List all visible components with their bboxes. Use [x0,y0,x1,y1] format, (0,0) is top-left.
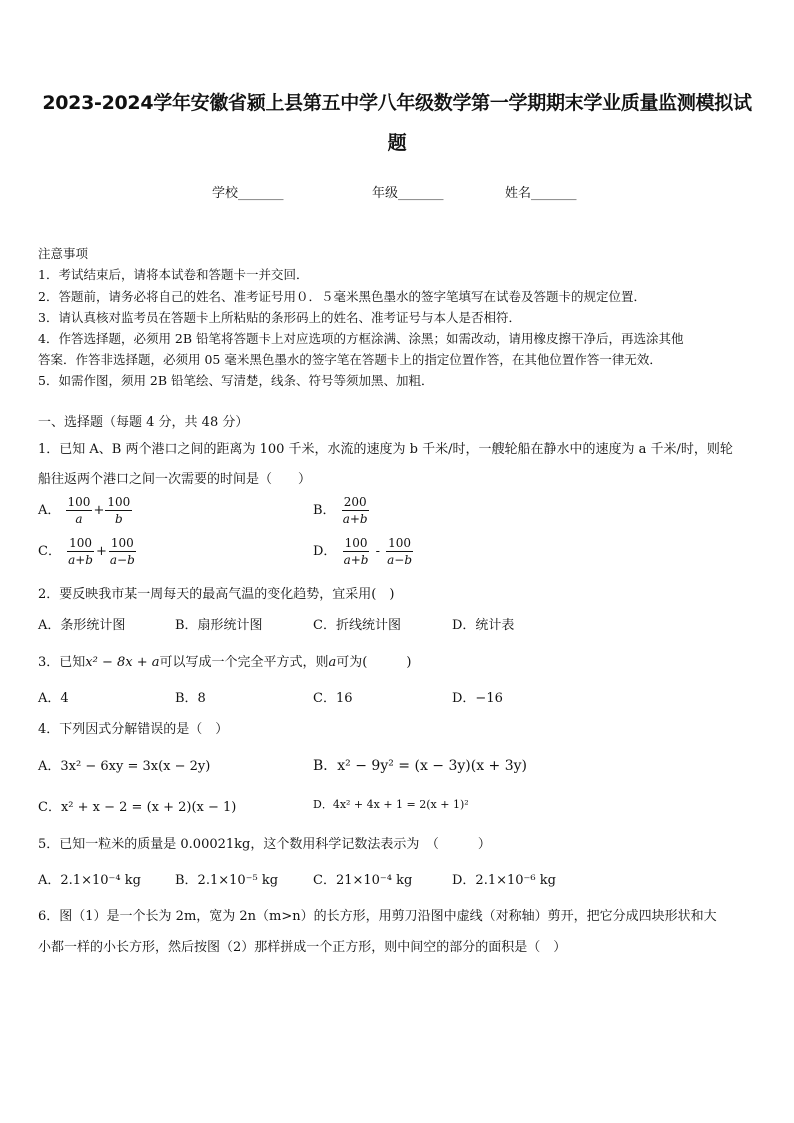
notice-item: 4．作答选择题，必须用 2B 铅笔将答题卡上对应选项的方框涂满、涂黑；如需改动，请用橡皮擦干净后，再选涂其他 [38,331,684,346]
q3-expression: x² − 8x + a [85,655,160,670]
question-5: 5．已知一粒米的质量是 0.00021kg，这个数用科学记数法表示为 （ ） [38,837,491,852]
q4-option-a: A．3x² − 6xy = 3x(x − 2y) [38,759,211,774]
q5-option-c: C．21×10⁻⁴ kg [313,873,413,888]
q5-option-d: D．2.1×10⁻⁶ kg [452,873,556,888]
school-field: 学校_______ [212,186,284,201]
exam-title-line2: 题 [387,132,407,154]
q2-option-c: C．折线统计图 [313,618,401,633]
q3-option-b: B．8 [175,691,206,706]
q1-option-b: B． $\frac{200}{a+b}$ [313,495,368,526]
notice-item: 答案．作答非选择题，必须用 05 毫米黑色墨水的签字笔在答题卡上的指定位置作答，在其他位置作答一律无效． [38,352,662,367]
q1-option-d: D． $\frac{100}{a+b}$ - $\frac{100}{a-b}$ [313,536,413,567]
question-6-line2: 小都一样的小长方形，然后按图（2）那样拼成一个正方形，则中间空的部分的面积是（ ） [38,940,567,955]
question-6-line1: 6．图（1）是一个长为 2m，宽为 2n（m>n）的长方形，用剪刀沿图中虚线（对称轴）剪开，把它分成四块形状和大 [38,909,717,924]
q1-option-a: A． $\frac{100}{a}$ + $\frac{100}{b}$ [38,495,131,526]
q1-option-c: C． $\frac{100}{a+b}$ + $\frac{100}{a-b}$ [38,536,135,567]
notice-item: 1．考试结束后，请将本试卷和答题卡一并交回． [38,267,309,282]
name-field: 姓名_______ [505,186,577,201]
q3-option-d: D．−16 [452,691,503,706]
q2-option-a: A．条形统计图 [38,618,126,633]
section-heading: 一、选择题（每题 4 分，共 48 分） [38,415,249,430]
q5-option-a: A．2.1×10⁻⁴ kg [38,873,141,888]
q2-option-d: D．统计表 [452,618,515,633]
q3-option-a: A．4 [38,691,69,706]
question-1-line1: 1．已知 A、B 两个港口之间的距离为 100 千米，水流的速度为 b 千米/时，一艘轮船在静水中的速度为 a 千米/时，则轮 [38,442,733,457]
notice-item: 5．如需作图，须用 2B 铅笔绘、写清楚，线条、符号等须加黑、加粗． [38,373,434,388]
q5-option-b: B．2.1×10⁻⁵ kg [175,873,279,888]
question-3: 3．已知x² − 8x + a可以写成一个完全平方式，则a可为( ) [38,655,412,670]
question-2: 2．要反映我市某一周每天的最高气温的变化趋势，宜采用( ) [38,587,395,602]
q3-option-c: C．16 [313,691,353,706]
q4-option-c: C．x² + x − 2 = (x + 2)(x − 1) [38,800,237,815]
q4-option-b: B．x² − 9y² = (x − 3y)(x + 3y) [313,758,528,774]
question-4: 4．下列因式分解错误的是（ ） [38,722,229,737]
q4-option-d: D．4x² + 4x + 1 = 2(x + 1)² [313,798,469,811]
q2-option-b: B．扇形统计图 [175,618,263,633]
notice-item: 3．请认真核对监考员在答题卡上所粘贴的条形码上的姓名、准考证号与本人是否相符． [38,310,521,325]
exam-title-line1: 2023-2024学年安徽省颍上县第五中学八年级数学第一学期期末学业质量监测模拟试 [42,92,752,114]
notice-heading: 注意事项 [38,246,89,261]
grade-field: 年级_______ [372,186,444,201]
notice-item: 2．答题前，请务必将自己的姓名、准考证号用０．５毫米黑色墨水的签字笔填写在试卷及答题卡的规定位置． [38,289,646,304]
question-1-line2: 船往返两个港口之间一次需要的时间是（ ） [38,472,312,487]
